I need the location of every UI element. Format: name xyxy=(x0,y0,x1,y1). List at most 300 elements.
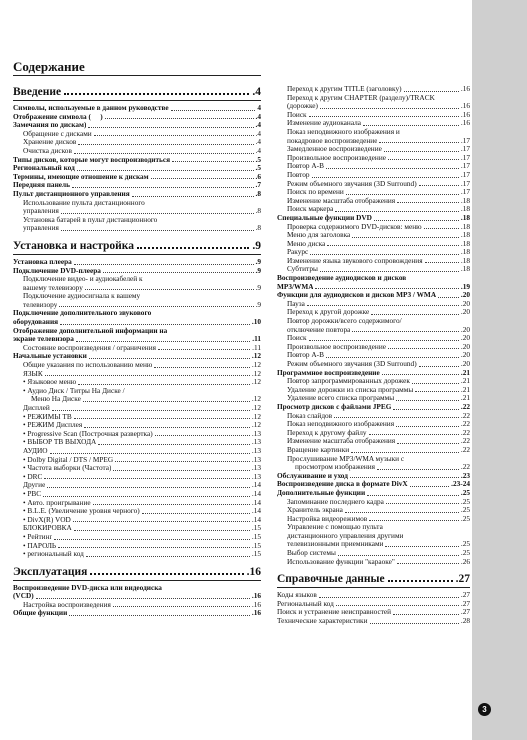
dot-leader xyxy=(90,573,243,575)
entry-text: Повтор A-B xyxy=(287,162,324,171)
dot-leader xyxy=(84,427,250,428)
dot-leader xyxy=(307,305,459,306)
entry-text: Пульт дистанционного управления xyxy=(13,189,130,198)
entry-text: Поиск маркера xyxy=(287,205,334,214)
toc-entry xyxy=(13,456,261,465)
entry-page: .8 xyxy=(255,223,261,233)
entry-page: .14 xyxy=(251,497,261,507)
toc-entry xyxy=(277,119,470,128)
toc-entry-line xyxy=(277,455,470,464)
page-number: 3 xyxy=(478,703,491,716)
dot-leader xyxy=(47,487,250,488)
entry-text: Меню диска xyxy=(287,239,326,248)
entry-page: .25 xyxy=(460,548,470,558)
dot-leader xyxy=(72,187,254,188)
entry-page: .18 xyxy=(460,212,470,222)
entry-text: Подключение аудиосигнала к вашему xyxy=(23,292,141,301)
toc-entry xyxy=(277,223,470,232)
toc-section-heading xyxy=(13,85,261,101)
toc-entry xyxy=(277,403,470,412)
section-page: .4 xyxy=(252,86,261,98)
toc-entry xyxy=(13,370,261,379)
toc-entry xyxy=(13,524,261,533)
dot-leader xyxy=(369,434,459,435)
entry-text: Замедленное воспроизведение xyxy=(287,145,382,154)
entry-text: Переход к другим TITLE (заголовку) xyxy=(287,85,402,93)
entry-text: Управление с помощью пульта xyxy=(287,523,383,532)
dot-leader xyxy=(385,546,458,547)
section-title: Справочные данные xyxy=(277,573,385,586)
toc-entry xyxy=(13,224,261,233)
dot-leader xyxy=(369,520,459,521)
dot-leader xyxy=(172,161,253,162)
toc-entry xyxy=(13,464,261,473)
entry-text: Повтор xyxy=(287,170,310,179)
toc-entry-line xyxy=(13,327,261,336)
toc-entry xyxy=(277,446,470,455)
entry-page: .9 xyxy=(255,299,261,309)
dot-leader xyxy=(103,272,254,273)
dot-leader xyxy=(320,271,459,272)
dot-leader xyxy=(396,400,459,401)
toc-entry-line xyxy=(13,292,261,301)
entry-page: .16 xyxy=(460,84,470,93)
entry-page: .16 xyxy=(460,109,470,119)
entry-text: Дополнительные функции xyxy=(277,488,366,497)
entry-text: Установка плеера xyxy=(13,257,72,266)
toc-entry xyxy=(277,326,470,335)
dot-leader xyxy=(351,452,459,453)
entry-page: .21 xyxy=(460,384,470,394)
entry-page: .4 xyxy=(255,137,261,147)
entry-page: .25 xyxy=(460,513,470,523)
toc-entry xyxy=(13,190,261,199)
toc-entry xyxy=(13,318,261,327)
entry-page: .27 xyxy=(460,607,470,617)
entry-text: Просмотр дисков с файлами JPEG xyxy=(277,402,392,411)
entry-text: Воспроизведение аудиодисков и дисков xyxy=(277,274,407,283)
toc-entry xyxy=(277,360,470,369)
dot-leader xyxy=(377,469,459,470)
entry-page: .13 xyxy=(251,445,261,455)
entry-page: .20 xyxy=(460,350,470,360)
entry-text: • DivX(R) VOD xyxy=(23,515,71,524)
entry-text: • PBC xyxy=(23,489,42,498)
section-page: .27 xyxy=(455,573,470,586)
entry-text: • Рейтинг xyxy=(23,532,53,541)
entry-text: Показ неподвижного изображения и xyxy=(287,127,400,136)
entry-page: .27 xyxy=(460,598,470,608)
toc-entry xyxy=(13,430,261,439)
entry-text: Специальные функции DVD xyxy=(277,213,372,222)
entry-page: 4 xyxy=(257,103,261,112)
toc-entry xyxy=(277,188,470,197)
entry-page: .20 xyxy=(460,290,470,300)
entry-page: .13 xyxy=(251,428,261,438)
dot-leader xyxy=(58,547,250,548)
entry-text: Функции для аудиодисков и дисков MP3 / WMA xyxy=(277,291,437,300)
entry-page: .12 xyxy=(251,368,261,378)
entry-page: .13 xyxy=(251,463,261,473)
toc-entry xyxy=(277,558,470,567)
toc-entry xyxy=(277,102,470,111)
dot-leader xyxy=(425,262,459,263)
toc-entry-line xyxy=(277,128,470,137)
entry-text: MP3/WMA xyxy=(277,282,314,291)
toc-entry xyxy=(13,301,261,310)
dot-leader xyxy=(43,496,250,497)
dot-leader xyxy=(74,153,254,154)
entry-text: телевизору xyxy=(23,300,58,309)
toc-entry xyxy=(277,591,470,600)
entry-text: ЯЗЫК xyxy=(23,369,43,378)
toc-entry xyxy=(277,498,470,507)
entry-text: Режим объемного звучания (3D Surround) xyxy=(287,179,417,188)
entry-page: .17 xyxy=(460,144,470,154)
dot-leader xyxy=(326,168,459,169)
entry-text: • Аудио Диск / Титры На Диске / xyxy=(23,386,125,395)
dot-leader xyxy=(132,196,254,197)
toc-entry xyxy=(277,111,470,120)
entry-text: Поиск по времени xyxy=(287,188,344,197)
dot-leader xyxy=(371,314,459,315)
entry-text: отключение повтора xyxy=(287,325,351,334)
entry-text: • региональный код xyxy=(23,550,84,559)
toc-entry-line xyxy=(277,532,470,541)
dot-leader xyxy=(320,108,459,109)
entry-page: .23 xyxy=(460,470,470,480)
entry-page: .18 xyxy=(460,195,470,205)
entry-page: .27 xyxy=(460,590,470,600)
entry-text: управления xyxy=(23,224,59,233)
toc-entry xyxy=(277,386,470,395)
toc-entry xyxy=(13,473,261,482)
entry-text: • Языковое меню xyxy=(23,378,77,387)
entry-text: Обращение с дисками xyxy=(23,129,92,138)
entry-text: Отображение символа ( ⃠ ) xyxy=(13,112,103,121)
entry-text: Обслуживание и уход xyxy=(277,471,348,480)
entry-page: .14 xyxy=(251,506,261,516)
entry-page: .8 xyxy=(255,206,261,216)
toc-entry xyxy=(13,404,261,413)
toc-entry xyxy=(277,351,470,360)
dot-leader xyxy=(158,349,250,350)
dot-leader xyxy=(336,605,459,606)
entry-page: .8 xyxy=(255,188,261,198)
entry-text: Воспроизведение DVD-диска или видеодиска xyxy=(13,583,162,592)
entry-page: .18 xyxy=(460,255,470,265)
toc-entry xyxy=(13,352,261,361)
dot-leader xyxy=(113,606,250,607)
toc-entry xyxy=(277,540,470,549)
entry-text: АУДИО xyxy=(23,446,48,455)
entry-page: .15 xyxy=(251,531,261,541)
entry-text: Использование пульта дистанционного xyxy=(23,198,145,207)
dot-leader xyxy=(76,341,250,342)
entry-text: Удаление всего списка программы xyxy=(287,394,395,403)
toc-entry xyxy=(13,335,261,344)
toc-entry xyxy=(277,240,470,249)
entry-text: Замечания по дискам) xyxy=(13,121,87,130)
entry-page: .26 xyxy=(460,556,470,566)
toc-entry-line xyxy=(13,216,261,225)
entry-page: .17 xyxy=(460,161,470,171)
entry-text: Использование функции "караоке" xyxy=(287,557,395,566)
toc-entry-line xyxy=(13,199,261,208)
entry-text: Подключение дополнительного звукового xyxy=(13,309,152,318)
entry-text: Выбор системы xyxy=(287,549,336,558)
dot-leader xyxy=(352,237,459,238)
dot-leader xyxy=(352,331,459,332)
toc-entry xyxy=(277,137,470,146)
entry-text: Отображение дополнительной информации на xyxy=(13,326,168,335)
dot-leader xyxy=(335,211,458,212)
entry-page: .18 xyxy=(460,204,470,214)
dot-leader xyxy=(334,417,459,418)
dot-leader xyxy=(315,288,458,289)
entry-page: .13 xyxy=(251,454,261,464)
entry-text: Технические характеристики xyxy=(277,617,368,626)
entry-text: Изменение масштаба отображения xyxy=(287,196,396,205)
entry-page: .22 xyxy=(460,462,470,472)
toc-entry xyxy=(13,156,261,165)
toc-entry xyxy=(13,378,261,387)
toc-entry-line xyxy=(13,387,261,396)
entry-page: .25 xyxy=(460,505,470,515)
toc-entry xyxy=(277,420,470,429)
toc-entry-line xyxy=(13,275,261,284)
entry-page: .11 xyxy=(252,342,261,352)
dot-leader xyxy=(386,503,459,504)
entry-page: .25 xyxy=(460,539,470,549)
entry-text: • ПАРОЛЬ xyxy=(23,541,57,550)
entry-text: Режим объемного звучания (3D Surround) xyxy=(287,360,417,368)
dot-leader xyxy=(388,580,453,582)
entry-page: .17 xyxy=(460,178,470,188)
entry-text: • РЕЖИМЫ ТВ xyxy=(23,412,72,421)
dot-leader xyxy=(397,202,459,203)
dot-leader xyxy=(388,348,459,349)
entry-page: .20 xyxy=(460,307,470,317)
entry-page: .20 xyxy=(460,341,470,351)
entry-text: управления xyxy=(23,207,59,216)
dot-leader xyxy=(64,93,249,95)
dot-leader xyxy=(45,375,250,376)
entry-text: Хранение дисков xyxy=(23,138,77,147)
entry-text: БЛОКИРОВКА xyxy=(23,524,72,533)
toc-entry xyxy=(13,147,261,156)
entry-text: просмотром изображения xyxy=(295,463,376,472)
dot-leader xyxy=(309,116,459,117)
title-rule xyxy=(13,75,261,76)
dot-leader xyxy=(73,521,250,522)
toc-entry-line xyxy=(13,584,261,593)
dot-leader xyxy=(69,615,250,616)
dot-leader xyxy=(419,366,459,367)
dot-leader xyxy=(327,245,459,246)
dot-leader xyxy=(350,477,459,478)
toc-entry xyxy=(277,506,470,515)
toc-entry xyxy=(13,438,261,447)
toc-entry xyxy=(13,507,261,516)
toc-entry xyxy=(277,214,470,223)
toc-entry xyxy=(277,205,470,214)
toc-entry xyxy=(13,258,261,267)
entry-page: .16 xyxy=(251,608,261,618)
entry-page: .10 xyxy=(251,317,261,327)
entry-text: • Dolby Digital / DTS / MPEG xyxy=(23,455,114,464)
entry-page: .7 xyxy=(255,180,261,190)
entry-text: Термины, имеющие отношение к дискам xyxy=(13,172,149,181)
dot-leader xyxy=(85,289,254,290)
dot-leader xyxy=(388,159,459,160)
toc-entry xyxy=(277,608,470,617)
entry-page: .18 xyxy=(460,238,470,248)
dot-leader xyxy=(78,144,253,145)
entry-text: Хранитель экрана xyxy=(287,506,343,515)
toc-entry-line xyxy=(277,317,470,326)
dot-leader xyxy=(61,230,254,231)
entry-text: Проверка содержимого DVD-дисков: меню xyxy=(287,222,422,231)
entry-text: Поиск xyxy=(287,110,307,119)
toc-section-heading xyxy=(13,565,261,581)
entry-page: .25 xyxy=(460,496,470,506)
entry-text: • ВЫБОР ТВ ВЫХОДА xyxy=(23,438,97,447)
toc-right-column xyxy=(277,85,470,626)
entry-page: .18 xyxy=(460,247,470,257)
toc-entry xyxy=(277,472,470,481)
dot-leader xyxy=(397,443,459,444)
toc-entry xyxy=(13,207,261,216)
toc-entry xyxy=(13,138,261,147)
dot-leader xyxy=(93,504,250,505)
entry-text: Показ слайдов xyxy=(287,411,333,420)
toc-entry xyxy=(13,490,261,499)
entry-text: (VCD) xyxy=(13,592,34,601)
entry-page: .17 xyxy=(460,169,470,179)
toc-entry xyxy=(277,171,470,180)
entry-page: .15 xyxy=(251,549,261,559)
toc-entry xyxy=(277,463,470,472)
dot-leader xyxy=(94,135,254,136)
entry-text: • DRC xyxy=(23,472,43,481)
entry-text: Настройка воспроизведения xyxy=(23,600,111,609)
toc-entry xyxy=(13,421,261,430)
toc-entry xyxy=(13,516,261,525)
dot-leader xyxy=(137,247,249,249)
entry-page: .5 xyxy=(255,154,261,164)
toc-entry xyxy=(277,600,470,609)
toc-entry xyxy=(277,162,470,171)
dot-leader xyxy=(384,151,459,152)
entry-page: .22 xyxy=(460,410,470,420)
entry-page: .9 xyxy=(255,256,261,266)
toc-entry xyxy=(13,601,261,610)
dot-leader xyxy=(115,461,250,462)
entry-text: Запоминание последнего кадра xyxy=(287,497,384,506)
dot-leader xyxy=(113,470,249,471)
dot-leader xyxy=(393,409,458,410)
entry-page: .21 xyxy=(460,367,470,377)
toc-entry xyxy=(277,257,470,266)
dot-leader xyxy=(326,357,459,358)
entry-text: Пауза xyxy=(287,299,305,308)
entry-page: .16 xyxy=(460,101,470,111)
dot-leader xyxy=(36,598,250,599)
toc-entry xyxy=(13,361,261,370)
entry-page: .21 xyxy=(460,376,470,386)
dot-leader xyxy=(412,383,459,384)
entry-text: Символы, используемые в данном руководстве xyxy=(13,104,169,112)
toc-entry xyxy=(277,300,470,309)
entry-page: .4 xyxy=(255,128,261,138)
entry-text: экране телевизора xyxy=(13,335,74,344)
entry-page: .19 xyxy=(460,281,470,291)
entry-page: .14 xyxy=(251,514,261,524)
entry-text: Программное воспроизведение xyxy=(277,368,380,377)
entry-text: • Частота выборки (Частота) xyxy=(23,464,112,473)
entry-page: .12 xyxy=(251,351,261,361)
dot-leader xyxy=(319,597,459,598)
toc-entry xyxy=(13,130,261,139)
entry-text: Переход к другим CHAPTER (разделу)/TRACK xyxy=(287,93,435,102)
toc-entry xyxy=(277,369,470,378)
entry-page: .12 xyxy=(251,411,261,421)
dot-leader xyxy=(419,185,459,186)
toc-entry xyxy=(277,489,470,498)
dot-leader xyxy=(98,444,250,445)
dot-leader xyxy=(151,178,254,179)
entry-text: Ракурс xyxy=(287,248,309,257)
toc-entry-line xyxy=(277,523,470,532)
side-margin-bar xyxy=(472,0,527,740)
dot-leader xyxy=(309,340,459,341)
entry-text: Поиск и устранение неисправностей xyxy=(277,608,392,617)
toc-entry xyxy=(277,291,470,300)
toc-entry xyxy=(13,113,261,122)
entry-page: .18 xyxy=(460,221,470,231)
dot-leader xyxy=(379,142,458,143)
toc-entry xyxy=(277,377,470,386)
toc-entry xyxy=(277,265,470,274)
entry-text: Повтор A-B xyxy=(287,351,324,360)
entry-page: .11 xyxy=(252,334,261,344)
dot-leader xyxy=(312,177,459,178)
entry-page: .6 xyxy=(255,171,261,181)
toc-entry xyxy=(277,617,470,626)
toc-entry xyxy=(13,533,261,542)
dot-leader xyxy=(50,453,250,454)
toc-entry xyxy=(277,437,470,446)
dot-leader xyxy=(142,513,250,514)
entry-page: .16 xyxy=(251,591,261,601)
dot-leader xyxy=(88,127,253,128)
entry-page: .22 xyxy=(460,419,470,429)
entry-page: .20 xyxy=(460,298,470,308)
dot-leader xyxy=(338,555,459,556)
entry-text: Произвольное воспроизведение xyxy=(287,342,386,351)
dot-leader xyxy=(89,358,250,359)
entry-text: Дисплей xyxy=(23,404,50,412)
entry-text: Удаление дорожки из списка программы xyxy=(287,385,414,394)
entry-page: .12 xyxy=(251,420,261,430)
entry-page: .20 xyxy=(460,359,470,368)
toc-entry-line xyxy=(277,274,470,283)
dot-leader xyxy=(171,110,256,111)
section-title: Эксплуатация xyxy=(13,565,88,578)
entry-text: Общие функции xyxy=(13,609,68,618)
entry-text: Субтитры xyxy=(287,265,318,274)
